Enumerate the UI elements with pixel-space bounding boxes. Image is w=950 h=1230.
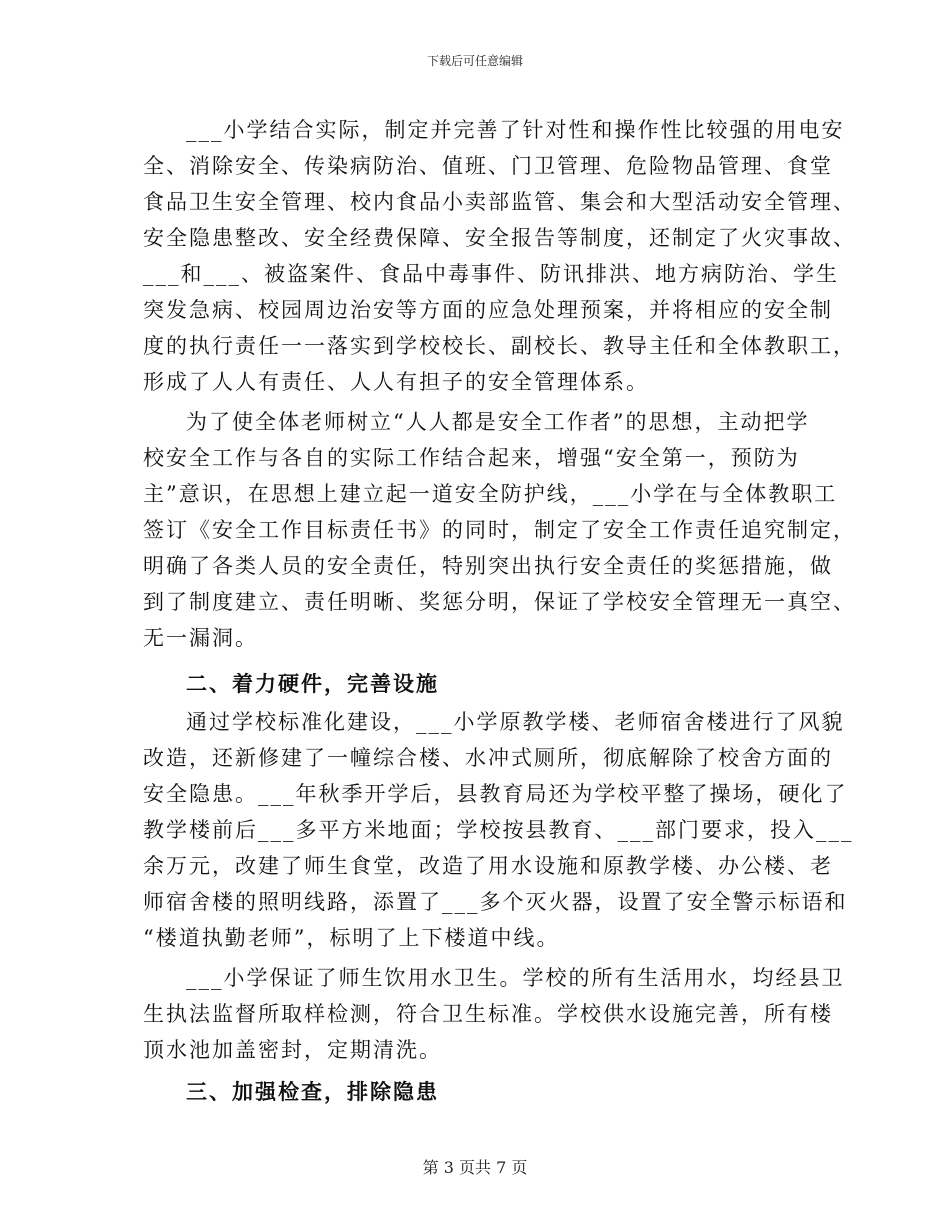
paragraph-line: 余万元，改建了师生食堂，改造了用水设施和原教学楼、办公楼、老 [143, 854, 833, 878]
paragraph-line: 明确了各类人员的安全责任，特别突出执行安全责任的奖惩措施，做 [143, 554, 833, 578]
paragraph-line: 签订《安全工作目标责任书》的同时，制定了安全工作责任追究制定， [143, 518, 856, 542]
section-heading: 三、加强检查，排除隐患 [186, 1079, 439, 1104]
paragraph-line: ___小学保证了师生饮用水卫生。学校的所有生活用水，均经县卫 [186, 966, 845, 990]
paragraph-line: ___和___、被盗案件、食品中毒事件、防讯排洪、地方病防治、学生 [143, 262, 839, 286]
paragraph-line: 安全隐患整改、安全经费保障、安全报告等制度，还制定了火灾事故、 [143, 226, 856, 250]
section-heading: 二、着力硬件，完善设施 [186, 671, 439, 696]
paragraph-line: 食品卫生安全管理、校内食品小卖部监管、集会和大型活动安全管理、 [143, 190, 856, 214]
paragraph-line: 全、消除安全、传染病防治、值班、门卫管理、危险物品管理、食堂 [143, 154, 833, 178]
paragraph-line: 教学楼前后___多平方米地面；学校按县教育、___部门要求，投入___ [143, 818, 854, 842]
paragraph-line: 通过学校标准化建设，___小学原教学楼、老师宿舍楼进行了风貌 [186, 710, 845, 734]
paragraph-line: 主”意识，在思想上建立起一道安全防护线，___小学在与全体教职工 [143, 482, 838, 506]
paragraph-line: 改造，还新修建了一幢综合楼、水冲式厕所，彻底解除了校舍方面的 [143, 746, 833, 770]
paragraph-line: 形成了人人有责任、人人有担子的安全管理体系。 [143, 370, 649, 394]
paragraph-line: ___小学结合实际，制定并完善了针对性和操作性比较强的用电安 [186, 118, 845, 142]
paragraph-line: 顶水池加盖密封，定期清洗。 [143, 1038, 442, 1062]
paragraph-line: 到了制度建立、责任明晰、奖惩分明，保证了学校安全管理无一真空、 [143, 590, 856, 614]
paragraph-line: “楼道执勤老师”，标明了上下楼道中线。 [143, 926, 560, 950]
paragraph-line: 生执法监督所取样检测，符合卫生标准。学校供水设施完善，所有楼 [143, 1002, 833, 1026]
paragraph-line: 师宿舍楼的照明线路，添置了___多个灭火器，设置了安全警示标语和 [143, 890, 848, 914]
page-footer: 第 3 页共 7 页 [422, 1158, 528, 1177]
paragraph-line: 突发急病、校园周边治安等方面的应急处理预案，并将相应的安全制 [143, 298, 833, 322]
paragraph-line: 无一漏洞。 [143, 626, 258, 650]
page-header: 下载后可任意编辑 [426, 54, 523, 68]
paragraph-line: 安全隐患。___年秋季开学后，县教育局还为学校平整了操场，硬化了 [143, 782, 848, 806]
paragraph-line: 度的执行责任一一落实到学校校长、副校长、教导主任和全体教职工， [143, 334, 856, 358]
paragraph-line: 为了使全体老师树立“人人都是安全工作者”的思想，主动把学 [186, 410, 810, 434]
paragraph-line: 校安全工作与各自的实际工作结合起来，增强“安全第一，预防为 [143, 446, 800, 470]
